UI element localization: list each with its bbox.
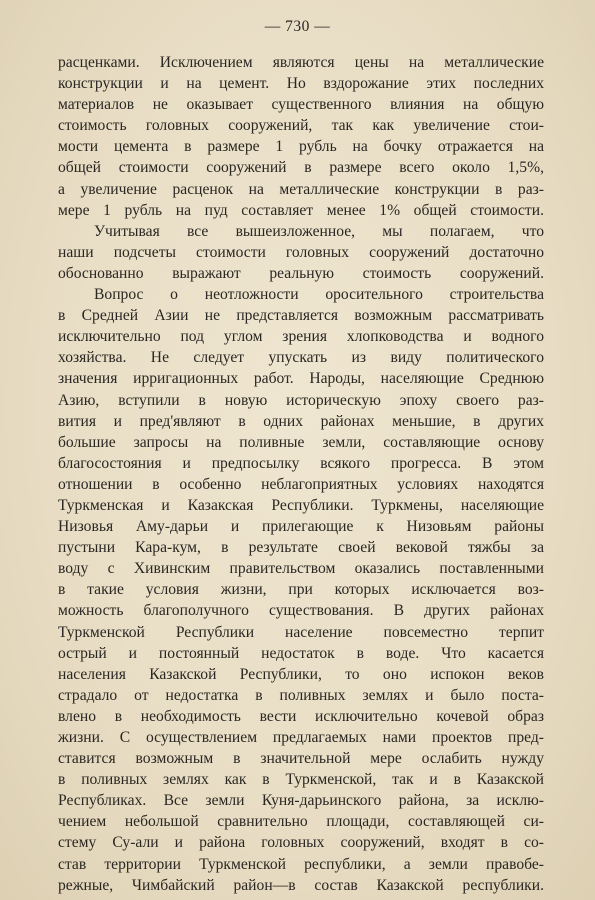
text-line: хозяйства. Не следует упускать из виду политического [58,349,544,367]
page-number: — 730 — [264,18,331,35]
text-line: став территории Туркменской республики, а земли правобе- [58,855,544,873]
text-line: большие запросы на поливные земли, составляющие основу [58,433,544,451]
text-line: мере 1 рубль на пуд составляет менее 1% общей стоимости. [58,201,544,219]
text-line: в Средней Азии не представляется возможным рассматривать [58,307,544,325]
text-line: Учитывая все вышеизложенное, мы полагаем, что [94,222,544,240]
text-line: стему Су-али и района головных сооружений, входят в со- [58,834,544,852]
paragraph [58,284,544,896]
text-line: острый и постоянный недостаток в воде. Что касается [58,644,544,662]
text-line: материалов не оказывает существенного влияния на общую [58,96,544,114]
text-line: ставится возможным в значительной мере ослабить нужду [58,750,544,768]
text-line: благосостояния и предпосылку всякого прогресса. В этом [58,454,544,472]
text-line: исключительно под углом зрения хлопководства и водного [58,328,544,346]
text-line: вития и пред'являют в одних районах меньшие, в других [58,412,544,430]
text-line: мости цемента в размере 1 рубль на бочку отражается на [58,138,544,156]
text-line: отношении в особенно неблагоприятных условиях находятся [58,475,544,493]
text-line: конструкции и на цемент. Но вздорожание этих последних [58,75,544,93]
text-line: расценками. Исключением являются цены на металлические [58,54,544,71]
paragraph [58,221,544,284]
text-line: а увеличение расценок на металлические конструкции в раз- [58,180,544,198]
text-line: Республиках. Все земли Куня-дарьинского района, за исклю- [58,792,544,810]
text-line: страдало от недостатка в поливных землях и было поста- [58,686,544,704]
text-line: Низовья Аму-дарьи и прилегающие к Низовьям районы [58,518,544,536]
body-text [58,52,544,896]
text-line: обоснованно выражают реальную стоимость сооружений. [58,264,544,282]
text-line: наши подсчеты стоимости головных сооружений достаточно [58,243,544,261]
text-line: в поливных землях как в Туркменской, так и в Казакской [58,771,544,789]
text-line: Туркменской Республики население повсеместно терпит [58,623,544,641]
text-line: влено в необходимость вести исключительно кочевой образ [58,707,544,725]
text-line: можность благополучного существования. В других районах [58,602,544,620]
text-line: режные, Чимбайский район—в состав Казакской республики. [58,876,544,894]
text-line: значения ирригационных работ. Народы, населяющие Среднюю [58,370,544,388]
text-line: пустыни Кара-кум, в результате своей вековой тяжбы за [58,539,544,557]
text-line: общей стоимости сооружений в размере всего около 1,5%, [58,159,544,177]
text-line: стоимость головных сооружений, так как увеличение стои- [58,117,544,135]
text-line: жизни. С осуществлением предлагаемых нами проектов пред- [58,729,544,746]
paragraph [58,52,544,221]
text-line: воду с Хивинским правительством оказались поставленными [58,560,544,578]
text-line: Азию, вступили в новую историческую эпоху своего раз- [58,391,544,409]
text-line: Вопрос о неотложности оросительного строительства [94,286,544,304]
text-line: Туркменская и Казакская Республики. Туркмены, населяющие [58,496,544,514]
text-line: чением небольшой сравнительно площади, составляющей си- [58,813,544,831]
text-line: населения Казакской Республики, то оно испокон веков [58,665,544,683]
text-line: в такие условия жизни, при которых исключается воз- [58,581,544,599]
